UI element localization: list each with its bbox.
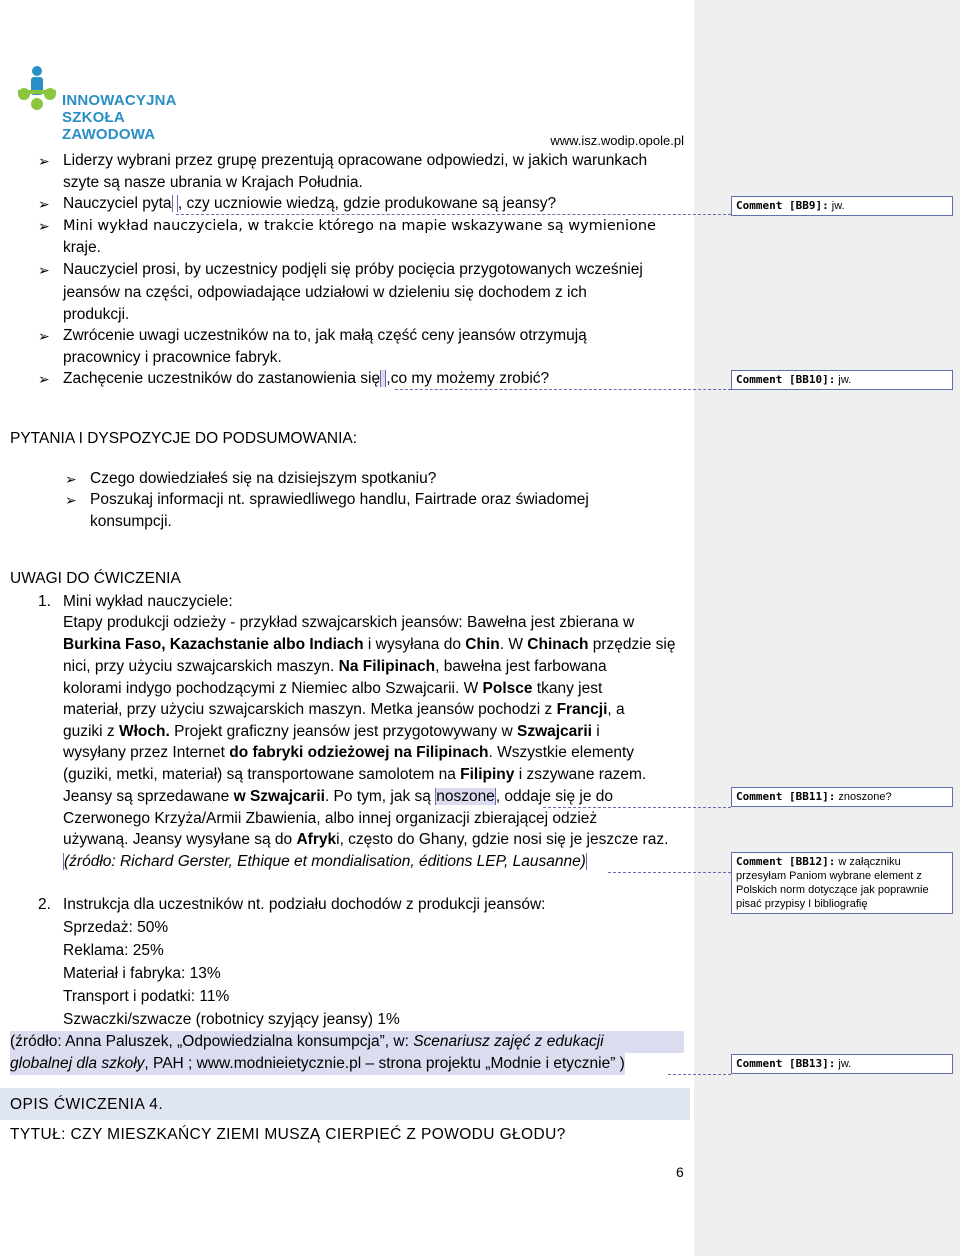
summary-item: Poszukaj informacji nt. sprawiedliwego handlu, Fairtrade oraz świadomej <box>90 491 589 508</box>
bullet-text: Zachęcenie uczestników do zastanowienia się ,co my możemy zrobić? <box>63 370 550 387</box>
arrow-bullet-icon: ➢ <box>38 371 50 387</box>
bullet-text: Zwrócenie uwagi uczestników na to, jak małą część ceny jeansów otrzymują <box>63 327 587 344</box>
paragraph-line: (guziki, metki, materiał) są transportowane samolotem na Filipiny i zszywane razem. <box>63 766 647 783</box>
paragraph-line: Czerwonego Krzyża/Armii Zbawienia, albo innej organizacji zbierającej odzież <box>63 810 598 827</box>
comment-connector <box>176 214 731 215</box>
logo-emblem-icon <box>14 64 60 112</box>
source-citation: (źródło: Richard Gerster, Ethique et mondialisation, éditions LEP, Lausanne) <box>64 853 586 870</box>
comment-bb9[interactable]: Comment [BB9]: jw. <box>731 196 953 216</box>
value-line: Sprzedaż: 50% <box>63 919 169 936</box>
arrow-bullet-icon: ➢ <box>38 328 50 344</box>
bullet-text: szyte są nasze ubrania w Krajach Południa. <box>63 174 363 191</box>
exercise-subtitle: TYTUŁ: CZY MIESZKAŃCY ZIEMI MUSZĄ CIERPIEĆ Z POWODU GŁODU? <box>10 1126 566 1143</box>
summary-item: konsumpcji. <box>90 513 172 530</box>
bullet-text: Mini wykład nauczyciela, w trakcie którego na mapie wskazywane są wymienione <box>63 218 656 234</box>
paragraph-line: materiał, przy użyciu szwajcarskich maszyn. Metka jeansów pochodzi z Francji, a <box>63 701 625 718</box>
arrow-bullet-icon: ➢ <box>65 471 77 487</box>
arrow-bullet-icon: ➢ <box>65 492 77 508</box>
bullet-text: Liderzy wybrani przez grupę prezentują opracowane odpowiedzi, w jakich warunkach <box>63 152 648 169</box>
list-number: 1. <box>38 593 51 610</box>
bullet-text: kraje. <box>63 239 101 256</box>
exercise-box <box>0 1088 690 1120</box>
value-line: Materiał i fabryka: 13% <box>63 965 221 982</box>
paragraph-line: guziki z Włoch. Projekt graficzny jeansów jest przygotowywany w Szwajcarii i <box>63 723 600 740</box>
comment-bb11[interactable]: Comment [BB11]: znoszone? <box>731 787 953 807</box>
comment-connector <box>395 389 731 390</box>
arrow-bullet-icon: ➢ <box>38 153 50 169</box>
bullet-text: Nauczyciel prosi, by uczestnicy podjęli się próby pocięcia przygotowanych wcześniej <box>63 261 643 278</box>
paragraph-line: kolorami indygo pochodzącymi z Niemiec albo Szwajcarii. W Polsce tkany jest <box>63 680 603 697</box>
comment-connector <box>543 807 731 808</box>
bullet-text: jeansów na części, odpowiadające udziałowi w dzieleniu się dochodem z ich <box>63 284 587 301</box>
summary-item: Czego dowiedziałeś się na dzisiejszym spotkaniu? <box>90 470 437 487</box>
comment-connector <box>668 1074 731 1075</box>
value-line: Transport i podatki: 11% <box>63 988 230 1005</box>
bullet-text: produkcji. <box>63 306 130 323</box>
list-item-title: Mini wykład nauczyciele: <box>63 593 233 610</box>
paragraph-line: Burkina Faso, Kazachstanie albo Indiach i wysyłana do Chin. W Chinach przędzie się <box>63 636 676 653</box>
source-citation: (źródło: Anna Paluszek, „Odpowiedzialna konsumpcja”, w: Scenariusz zajęć z edukacji <box>10 1031 684 1053</box>
comment-connector <box>608 872 731 873</box>
paragraph-line: wysyłany przez Internet do fabryki odzieżowej na Filipinach. Wszystkie elementy <box>63 744 635 761</box>
exercise-title: OPIS ĆWICZENIA 4. <box>10 1096 164 1113</box>
comment-bb12[interactable]: Comment [BB12]: w załączniku przesyłam Paniom wybrane element z Polskich norm dotyczące jak poprawnie pisać przypisy I bibliografię <box>731 852 953 914</box>
list-item-title: Instrukcja dla uczestników nt. podziału dochodów z produkcji jeansów: <box>63 896 546 913</box>
arrow-bullet-icon: ➢ <box>38 196 50 212</box>
comment-bb10[interactable]: Comment [BB10]: jw. <box>731 370 953 390</box>
source-citation: globalnej dla szkoły, PAH ; www.modnieietycznie.pl – strona projektu „Modnie i etycznie” ) <box>10 1053 625 1075</box>
bullet-text: pracownicy i pracownice fabryk. <box>63 349 282 366</box>
arrow-bullet-icon: ➢ <box>38 218 50 234</box>
logo <box>14 62 214 143</box>
logo-line2: SZKOŁA ZAWODOWA <box>62 109 156 143</box>
page-number: 6 <box>676 1164 684 1180</box>
logo-line1: INNOWACYJNA <box>62 92 177 109</box>
value-line: Szwaczki/szwacze (robotnicy szyjący jeansy) 1% <box>63 1011 400 1028</box>
list-number: 2. <box>38 896 51 913</box>
paragraph-line: używaną. Jeansy wysyłane są do Afryki, często do Ghany, gdzie nosi się je jeszcze raz. <box>63 831 669 848</box>
notes-heading: UWAGI DO ĆWICZENIA <box>10 570 181 587</box>
value-line: Reklama: 25% <box>63 942 164 959</box>
paragraph-line: Jeansy są sprzedawane w Szwajcarii. Po tym, jak są noszone, oddaje się je do <box>63 788 614 805</box>
paragraph-line: Etapy produkcji odzieży - przykład szwajcarskich jeansów: Bawełna jest zbierana w <box>63 614 635 631</box>
paragraph-line: nici, przy użyciu szwajcarskich maszyn. Na Filipinach, bawełna jest farbowana <box>63 658 607 675</box>
bullet-text: Nauczyciel pyta , czy uczniowie wiedzą, gdzie produkowane są jeansy? <box>63 195 557 212</box>
header-url: www.isz.wodip.opole.pl <box>550 133 684 148</box>
comment-bb13[interactable]: Comment [BB13]: jw. <box>731 1054 953 1074</box>
summary-heading: PYTANIA I DYSPOZYCJE DO PODSUMOWANIA: <box>10 430 358 447</box>
arrow-bullet-icon: ➢ <box>38 262 50 278</box>
